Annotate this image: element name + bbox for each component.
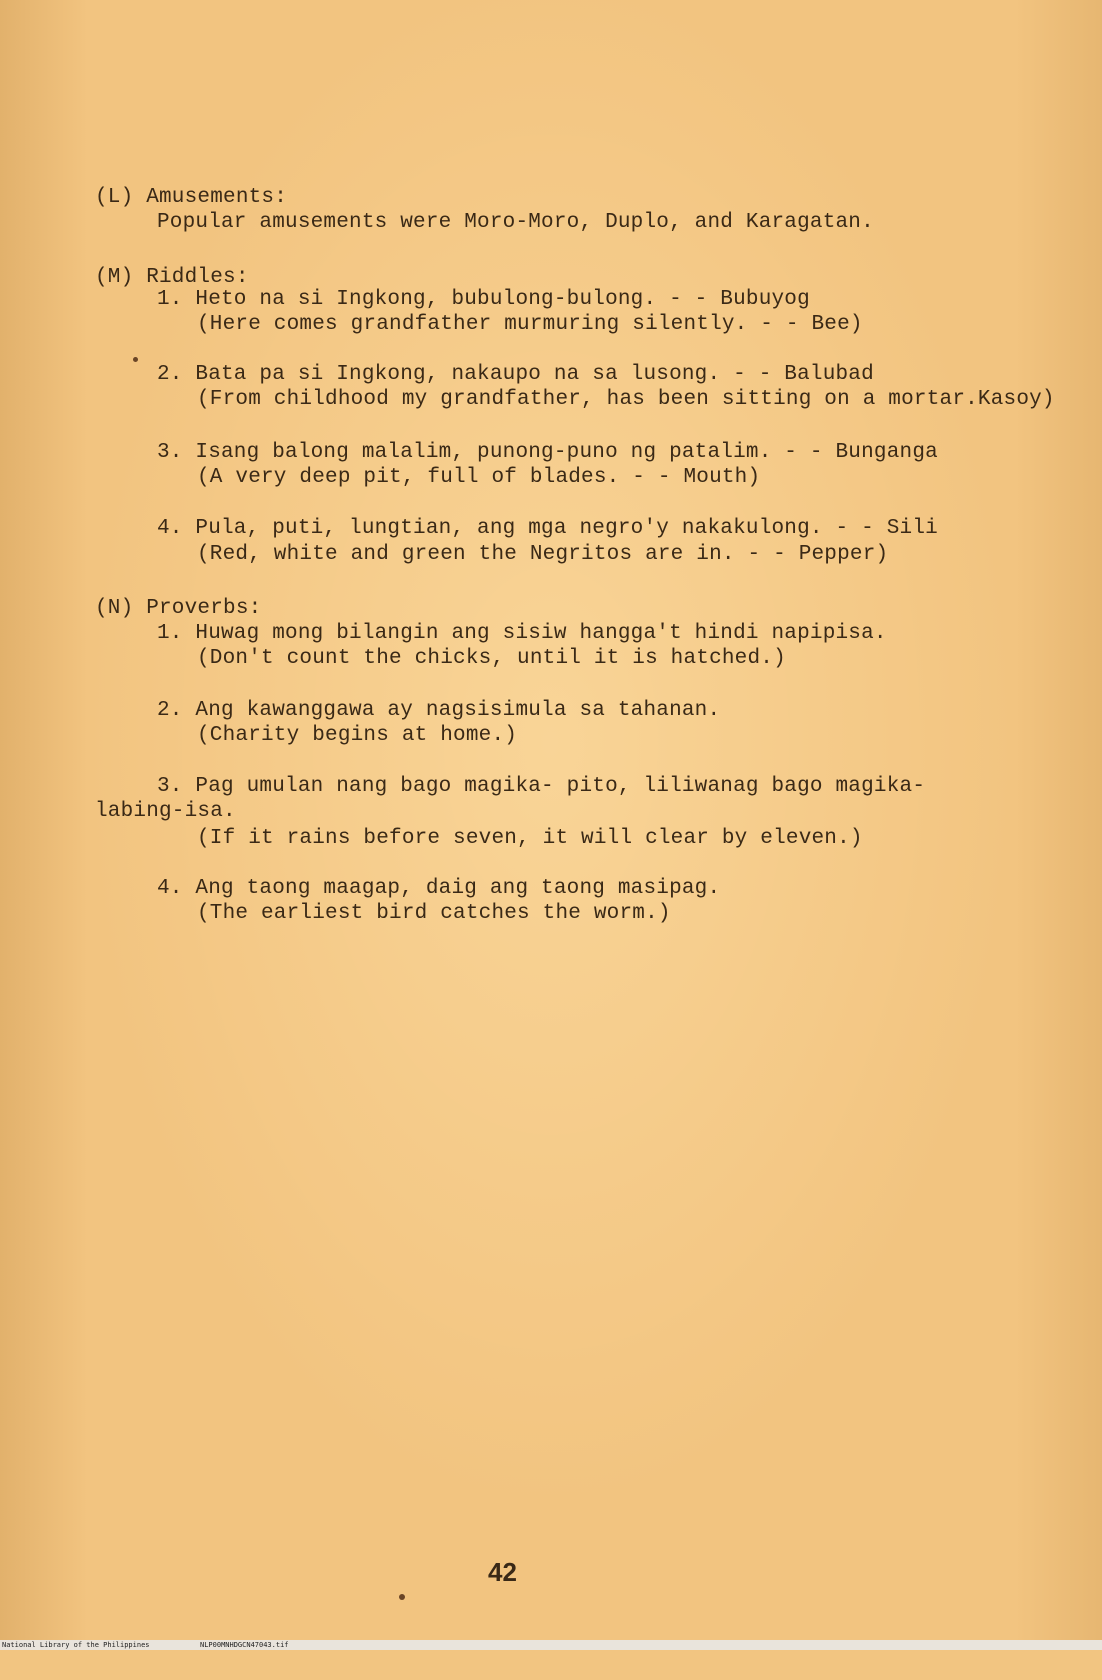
- amusements-heading: (L) Amusements:: [95, 186, 288, 209]
- proverb-3-english: (If it rains before seven, it will clear by eleven.): [197, 827, 863, 850]
- riddle-4-english: (Red, white and green the Negritos are in. - - Pepper): [197, 543, 889, 566]
- amusements-text: Popular amusements were Moro-Moro, Duplo, and Karagatan.: [157, 211, 874, 234]
- proverb-4-english: (The earliest bird catches the worm.): [197, 902, 671, 925]
- riddle-1-english: (Here comes grandfather murmuring silently. - - Bee): [197, 313, 863, 336]
- ink-speck: [133, 357, 138, 362]
- riddle-2-english: (From childhood my grandfather, has been sitting on a mortar.Kasoy): [197, 388, 1055, 411]
- footer-filename: NLP00MNHDGCN47043.tif: [200, 1641, 289, 1649]
- proverb-1-tagalog: 1. Huwag mong bilangin ang sisiw hangga't hindi napipisa.: [157, 622, 887, 645]
- riddle-3-english: (A very deep pit, full of blades. - - Mouth): [197, 466, 761, 489]
- proverb-2-english: (Charity begins at home.): [197, 724, 518, 747]
- riddle-4-tagalog: 4. Pula, puti, lungtian, ang mga negro'y nakakulong. - - Sili: [157, 517, 938, 540]
- riddles-heading: (M) Riddles:: [95, 266, 249, 289]
- proverb-2-tagalog: 2. Ang kawanggawa ay nagsisimula sa tahanan.: [157, 699, 721, 722]
- footer-library: National Library of the Philippines: [2, 1641, 150, 1649]
- ink-speck: [399, 1594, 405, 1600]
- riddle-2-tagalog: 2. Bata pa si Ingkong, nakaupo na sa lusong. - - Balubad: [157, 363, 874, 386]
- proverbs-heading: (N) Proverbs:: [95, 597, 262, 620]
- riddle-1-tagalog: 1. Heto na si Ingkong, bubulong-bulong. - - Bubuyog: [157, 288, 810, 311]
- proverb-4-tagalog: 4. Ang taong maagap, daig ang taong masipag.: [157, 877, 721, 900]
- scan-footer: [0, 1640, 1102, 1650]
- proverb-3-tagalog-continued: labing-isa.: [95, 800, 236, 823]
- page-number: 42: [488, 1557, 517, 1587]
- proverb-1-english: (Don't count the chicks, until it is hatched.): [197, 647, 786, 670]
- proverb-3-tagalog: 3. Pag umulan nang bago magika- pito, liliwanag bago magika-: [157, 775, 926, 798]
- riddle-3-tagalog: 3. Isang balong malalim, punong-puno ng patalim. - - Bunganga: [157, 441, 938, 464]
